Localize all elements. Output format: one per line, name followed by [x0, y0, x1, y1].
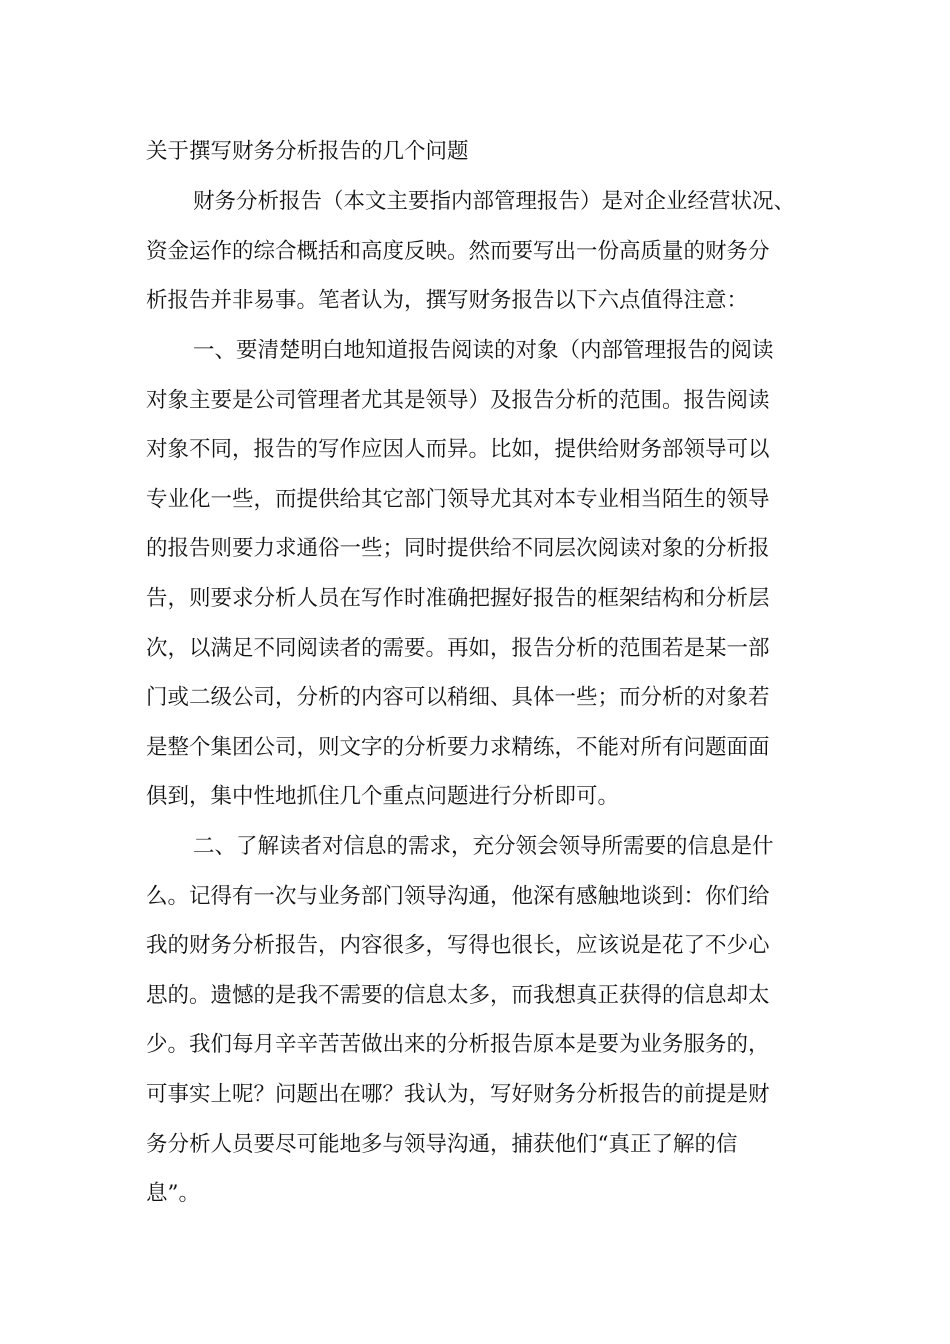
paragraph-2-line-8: 门或二级公司，分析的内容可以稍细、具体一些；而分析的对象若 [146, 685, 770, 710]
paragraph-2-line-4: 专业化一些，而提供给其它部门领导尤其对本专业相当陌生的领导 [146, 487, 770, 512]
document-title: 关于撰写财务分析报告的几个问题 [146, 139, 469, 164]
paragraph-3-line-6: 可事实上呢？问题出在哪？我认为，写好财务分析报告的前提是财 [146, 1082, 770, 1107]
paragraph-3-line-1: 二、了解读者对信息的需求，充分领会领导所需要的信息是什 [193, 834, 774, 859]
paragraph-3-line-3: 我的财务分析报告，内容很多，写得也很长，应该说是花了不少心 [146, 933, 770, 958]
paragraph-2-line-1: 一、要清楚明白地知道报告阅读的对象（内部管理报告的阅读 [193, 338, 774, 363]
paragraph-2-line-3: 对象不同，报告的写作应因人而异。比如，提供给财务部领导可以 [146, 437, 770, 462]
paragraph-2-line-10: 俱到，集中性地抓住几个重点问题进行分析即可。 [146, 784, 620, 809]
paragraph-2-line-5: 的报告则要力求通俗一些；同时提供给不同层次阅读对象的分析报 [146, 536, 770, 561]
paragraph-2-line-7: 次，以满足不同阅读者的需要。再如，报告分析的范围若是某一部 [146, 636, 770, 661]
paragraph-1-line-3: 析报告并非易事。笔者认为，撰写财务报告以下六点值得注意： [146, 288, 749, 313]
paragraph-2-line-2: 对象主要是公司管理者尤其是领导）及报告分析的范围。报告阅读 [146, 388, 770, 413]
paragraph-1-line-2: 资金运作的综合概括和高度反映。然而要写出一份高质量的财务分 [146, 239, 770, 264]
paragraph-2-line-9: 是整个集团公司，则文字的分析要力求精练，不能对所有问题面面 [146, 735, 770, 760]
paragraph-2-line-6: 告，则要求分析人员在写作时准确把握好报告的框架结构和分析层 [146, 586, 770, 611]
paragraph-3-line-7: 务分析人员要尽可能地多与领导沟通，捕获他们“真正了解的信 [146, 1132, 738, 1157]
paragraph-1-line-1: 财务分析报告（本文主要指内部管理报告）是对企业经营状况、 [193, 189, 796, 214]
paragraph-3-line-2: 么。记得有一次与业务部门领导沟通，他深有感触地谈到：你们给 [146, 884, 770, 909]
paragraph-3-line-5: 少。我们每月辛辛苦苦做出来的分析报告原本是要为业务服务的， [146, 1032, 770, 1057]
paragraph-3-line-8: 息”。 [146, 1181, 200, 1206]
paragraph-3-line-4: 思的。遗憾的是我不需要的信息太多，而我想真正获得的信息却太 [146, 983, 770, 1008]
